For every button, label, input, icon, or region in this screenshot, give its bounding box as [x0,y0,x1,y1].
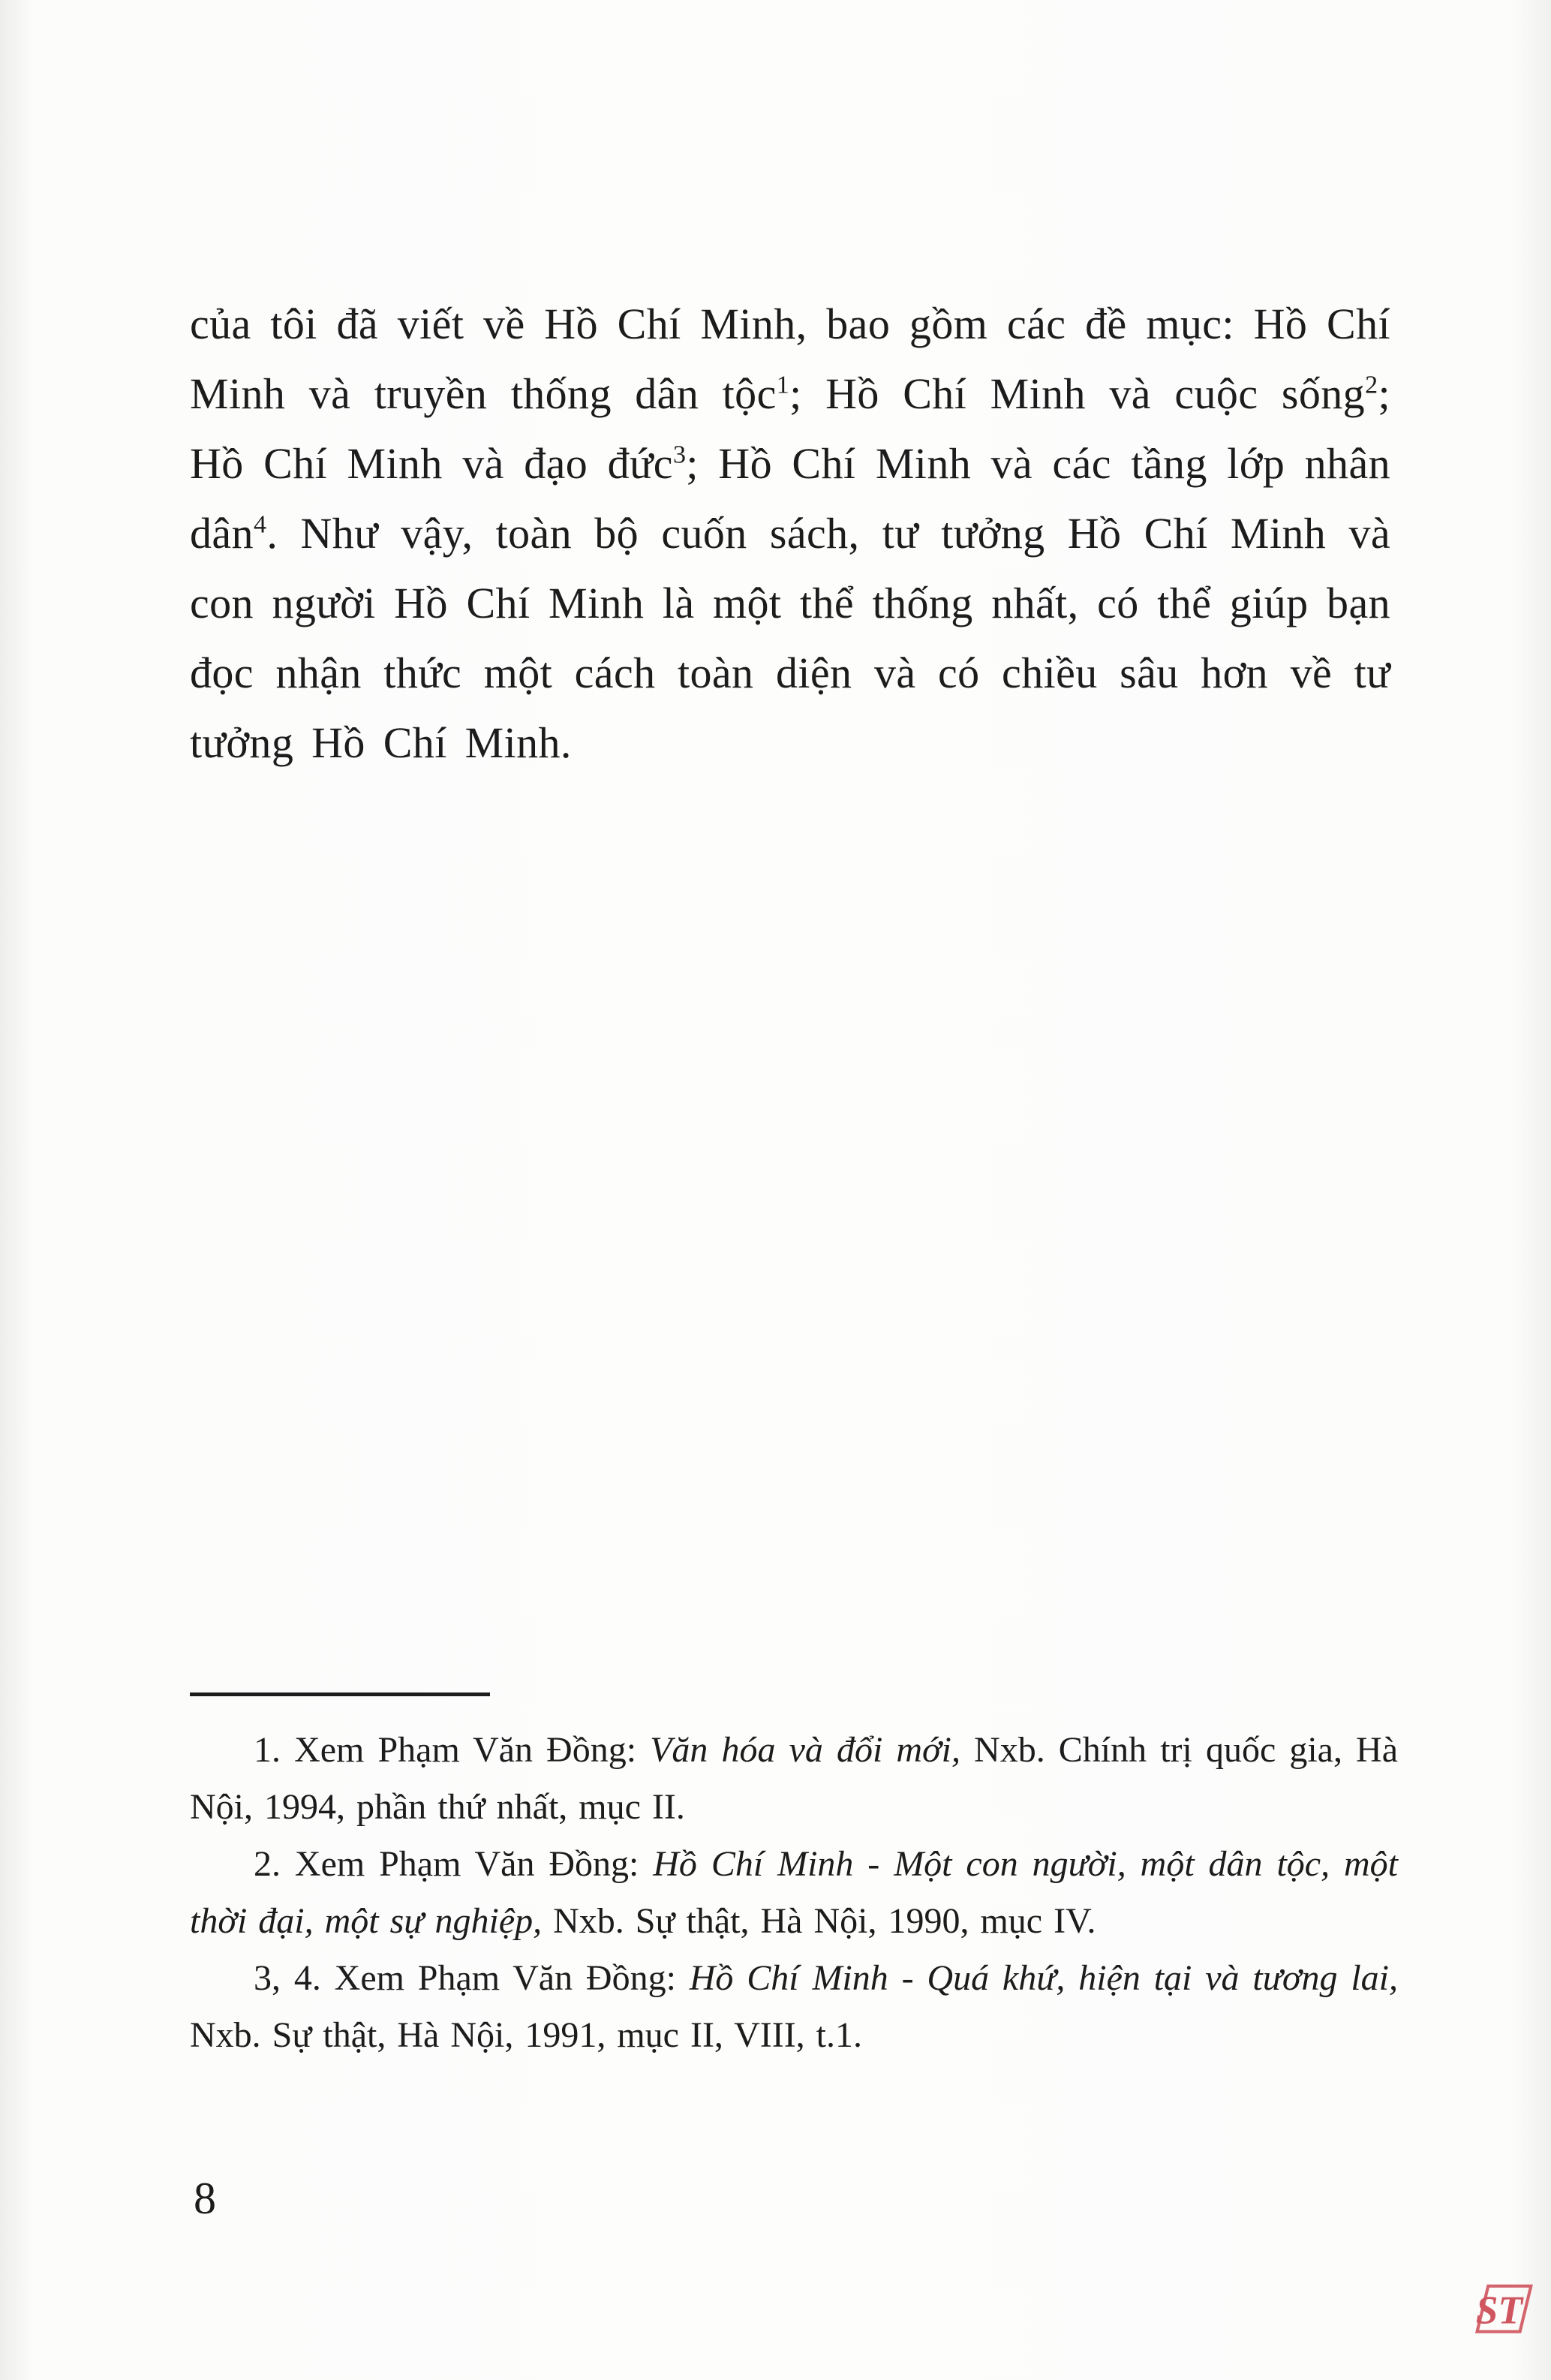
footnote-3-4-lead: 3, 4. Xem Phạm Văn Đồng: [254,1958,690,1998]
footnote-1-book-title: Văn hóa và đổi mới, [650,1730,960,1770]
logo-text: ST [1475,2287,1523,2333]
footnote-ref-2: 2 [1365,371,1378,399]
publisher-logo [1465,2280,1534,2340]
footnotes-section [190,1692,1398,2064]
footnote-2-lead: 2. Xem Phạm Văn Đồng: [254,1844,654,1884]
footnote-1-lead: 1. Xem Phạm Văn Đồng: [254,1730,651,1770]
footnote-3-4-book-title: Hồ Chí Minh - Quá khứ, hiện tại và tương lai, [689,1958,1399,1998]
footnote-2-book-title: Hồ Chí Minh - Một con người, một dân tộc, một thời đại, một sự nghiệp, [190,1844,1399,1941]
footnote-2 [190,1836,1398,1950]
footnote-ref-4: 4 [253,510,267,539]
paragraph-text-3: ; Hồ Chí Minh và đạo đức [190,369,1391,488]
paragraph-text-5: . Như vậy, toàn bộ cuốn sách, tư tưởng Hồ Chí Minh và con người Hồ Chí Minh là một thể thống nhất, có thể giúp bạn đọc nhận thức một cách toàn diện và có chiều sâu hơn về tư tưởng Hồ Chí Minh. [190,509,1390,767]
footnote-2-tail: Nxb. Sự thật, Hà Nội, 1990, mục IV. [542,1901,1096,1941]
paragraph-text-1: của tôi đã viết về Hồ Chí Minh, bao gồm các đề mục: Hồ Chí Minh và truyền thống dân tộc [190,299,1390,418]
footnote-ref-3: 3 [672,441,687,469]
page-number: 8 [194,2174,216,2223]
paragraph-text-4: ; Hồ Chí Minh và các tầng lớp nhân dân [190,439,1390,558]
footnote-3-4-tail: Nxb. Sự thật, Hà Nội, 1991, mục II, VIII, t.1. [190,2015,863,2055]
footnote-ref-1: 1 [776,371,790,399]
paragraph-text-2: ; Hồ Chí Minh và cuộc sống [789,369,1366,418]
footnote-1-tail: Nxb. Chính trị quốc gia, Hà Nội, 1994, phần thứ nhất, mục II. [190,1730,1399,1827]
main-paragraph [190,289,1390,778]
publisher-logo-emblem [1465,2280,1534,2340]
footnote-separator-rule [190,1692,490,1696]
footnote-3-4 [190,1950,1398,2064]
footnote-1 [190,1722,1398,1836]
